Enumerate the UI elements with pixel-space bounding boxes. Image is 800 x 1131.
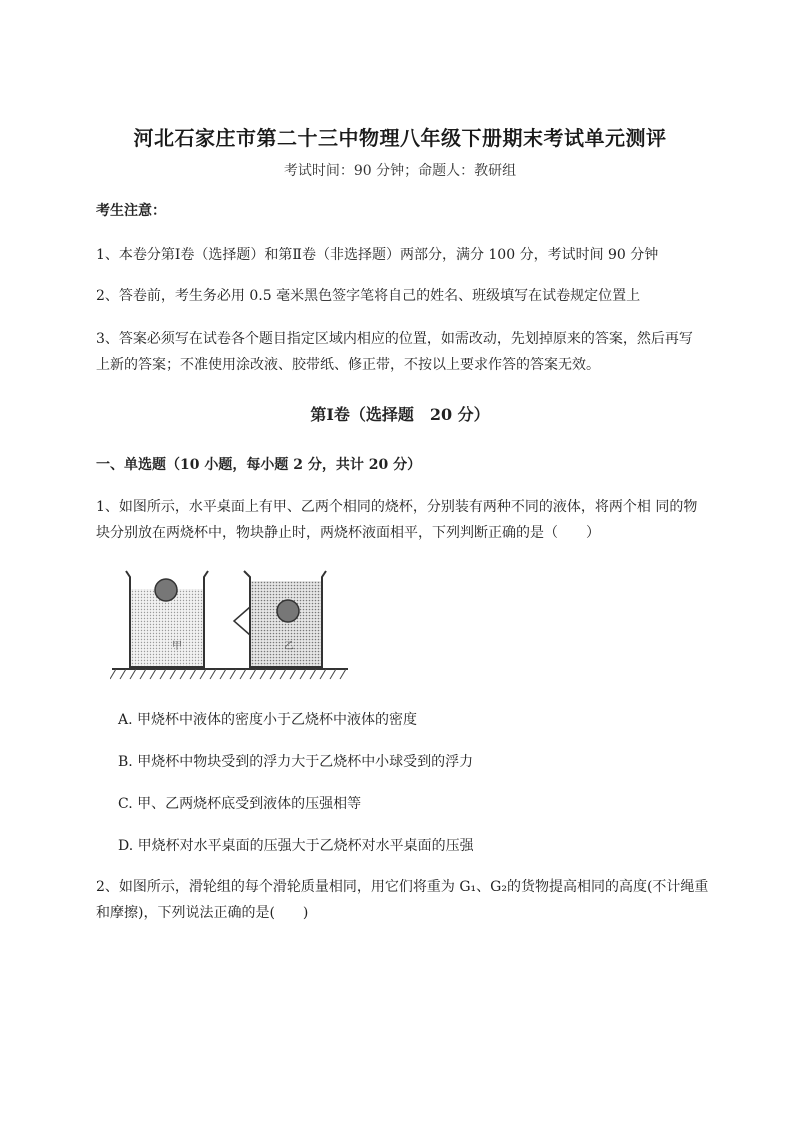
notice-item-1: 1、本卷分第Ⅰ卷（选择题）和第Ⅱ卷（非选择题）两部分，满分 100 分，考试时间 90 分钟 (96, 247, 659, 263)
part-heading: 一、单选题（10 小题，每小题 2 分，共计 20 分） (96, 457, 422, 473)
question-1-option-b: B. 甲烧杯中物块受到的浮力大于乙烧杯中小球受到的浮力 (118, 754, 474, 770)
section-title: 第Ⅰ卷（选择题 20 分） (310, 405, 490, 424)
beaker-yi (234, 571, 326, 667)
notice-heading: 考生注意： (96, 203, 166, 219)
table-hatch (110, 669, 346, 679)
label-jia: 甲 (172, 641, 182, 652)
label-yi: 乙 (284, 641, 294, 652)
question-1-option-a: A. 甲烧杯中液体的密度小于乙烧杯中液体的密度 (118, 712, 418, 728)
beaker-jia (126, 571, 208, 667)
question-1-option-d: D. 甲烧杯对水平桌面的压强大于乙烧杯对水平桌面的压强 (118, 838, 474, 854)
beakers-figure (110, 563, 350, 688)
question-1-option-c: C. 甲、乙两烧杯底受到液体的压强相等 (118, 796, 362, 812)
block-jia (155, 579, 177, 601)
question-2-stem: 2、如图所示，滑轮组的每个滑轮质量相同，用它们将重为 G₁、G₂的货物提高相同的高度(不计绳重和摩擦)，下列说法正确的是( ) (96, 879, 709, 921)
notice-item-3: 3、答案必须写在试卷各个题目指定区域内相应的位置，如需改动，先划掉原来的答案，然后再写上新的答案；不准使用涂改液、胶带纸、修正带，不按以上要求作答的答案无效。 (96, 331, 693, 373)
question-1-stem: 1、如图所示，水平桌面上有甲、乙两个相同的烧杯，分别装有两种不同的液体，将两个相 同的物块分别放在两烧杯中，物块静止时，两烧杯液面相平，下列判断正确的是（ ） (96, 499, 698, 541)
exam-title: 河北石家庄市第二十三中物理八年级下册期末考试单元测评 (133, 126, 667, 150)
exam-subtitle: 考试时间：90 分钟；命题人：教研组 (283, 163, 517, 179)
block-yi (277, 600, 299, 622)
notice-item-2: 2、答卷前，考生务必用 0.5 毫米黑色签字笔将自己的姓名、班级填写在试卷规定位置上 (96, 288, 641, 304)
